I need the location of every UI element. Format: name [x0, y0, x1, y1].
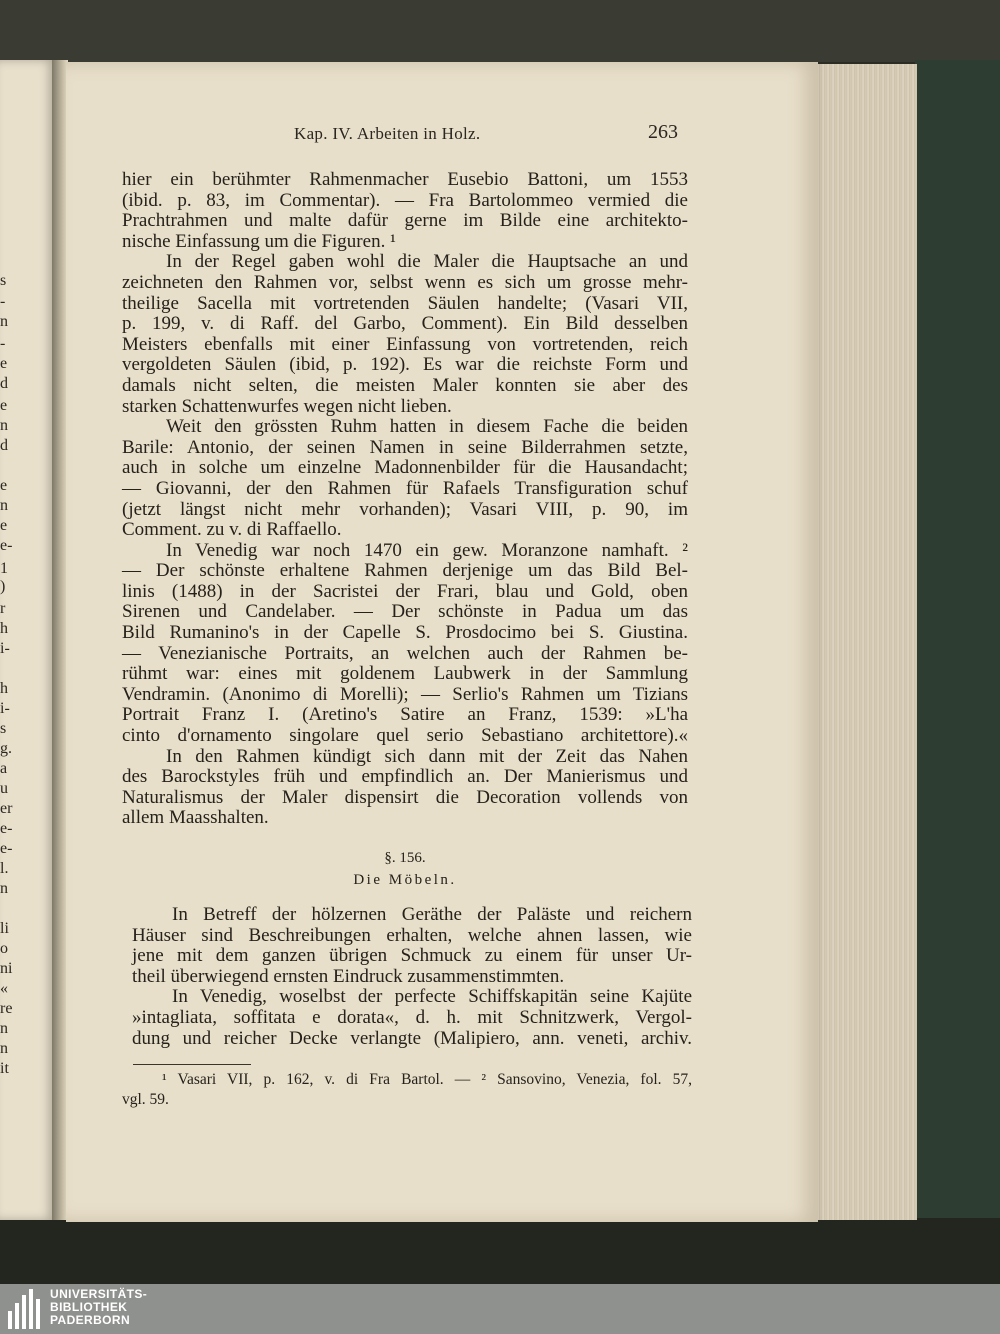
margin-fragment: h	[0, 680, 8, 697]
library-logo-icon	[6, 1289, 46, 1329]
text-line: Naturalismus der Maler dispensirt die Decoration vollends von	[122, 786, 688, 808]
library-name-line2: BIBLIOTHEK	[50, 1300, 128, 1314]
text-line: hier ein berühmter Rahmenmacher Eusebio Battoni, um 1553	[122, 169, 688, 190]
text-line: »intagliata, soffitata e dorata«, d. h. mit Schnitzwerk, Vergol-	[132, 1006, 692, 1028]
text-line: (ibid. p. 83, im Commentar). — Fra Bartolommeo vermied die	[122, 189, 688, 211]
margin-fragment: i-	[0, 640, 10, 657]
margin-fragment: e	[0, 355, 8, 372]
margin-fragment: n	[0, 313, 8, 330]
text-line: — Der schönste erhaltene Rahmen derjenige um das Bild Bel-	[122, 560, 688, 582]
margin-fragment: -	[0, 293, 6, 310]
margin-fragment: d	[0, 437, 8, 454]
main-text	[122, 169, 692, 1049]
margin-fragment: e-	[0, 840, 13, 857]
text-line: — Giovanni, der den Rahmen für Rafaels Transfiguration schuf	[122, 477, 688, 499]
section-text	[132, 905, 692, 1049]
footnote-line: vgl. 59.	[122, 1091, 169, 1108]
margin-fragment: o	[0, 940, 8, 957]
margin-fragment: h	[0, 620, 8, 637]
text-line: theil überwiegend ernsten Eindruck zusammenstimmten.	[132, 965, 565, 987]
text-line: In der Regel gaben wohl die Maler die Hauptsache an und	[166, 251, 688, 273]
margin-fragment: d	[0, 375, 8, 392]
text-line: In Betreff der hölzernen Geräthe der Paläste und reichern	[172, 904, 692, 925]
margin-fragment: n	[0, 1040, 8, 1057]
left-page	[0, 60, 55, 1220]
margin-fragment: s	[0, 272, 7, 289]
library-footer-bar	[0, 1284, 1000, 1334]
footnote-line: ¹ Vasari VII, p. 162, v. di Fra Bartol. — ² Sansovino, Venezia, fol. 57,	[162, 1071, 692, 1088]
margin-fragment: er	[0, 800, 13, 817]
text-line: allem Maasshalten.	[122, 807, 269, 829]
text-line: jene mit dem ganzen übrigen Schmuck zu einem für unser Ur-	[132, 945, 692, 967]
text-line: Barile: Antonio, der seinen Namen in seine Bilderrahmen setzte,	[122, 436, 688, 458]
margin-fragment: -	[0, 335, 6, 352]
margin-fragment: i-	[0, 700, 10, 717]
library-name-line3: PADERBORN	[50, 1313, 131, 1327]
margin-fragment: l.	[0, 860, 9, 877]
text-line: des Barockstyles früh und empfindlich an. Der Manierismus und	[122, 766, 688, 788]
margin-fragment: u	[0, 780, 8, 797]
running-title: Kap. IV. Arbeiten in Holz.	[294, 124, 481, 143]
margin-fragment: 1	[0, 560, 8, 577]
text-line: Meisters ebenfalls mit einer Einfassung von vortretenden, reich	[122, 333, 688, 355]
text-line: Sirenen und Candelaber. — Der schönste in Padua um das	[122, 601, 688, 623]
margin-fragment: «	[0, 980, 8, 997]
margin-fragment: n	[0, 880, 8, 897]
text-line: theilige Sacella mit vortretenden Säulen handelte; (Vasari VII,	[122, 292, 688, 314]
book-cover-bottom	[0, 1218, 1000, 1284]
margin-fragment: n	[0, 497, 8, 514]
margin-fragment: e	[0, 477, 8, 494]
text-line: In Venedig, woselbst der perfecte Schiffskapitän seine Kajüte	[172, 986, 692, 1008]
text-line: Vendramin. (Anonimo di Morelli); — Serlio's Rahmen um Tizians	[122, 683, 688, 705]
text-line: In Venedig war noch 1470 ein gew. Moranzone namhaft. ²	[166, 539, 688, 561]
text-line: — Venezianische Portraits, an welchen auch der Rahmen be-	[122, 642, 688, 664]
text-line: Häuser sind Beschreibungen erhalten, welche ahnen lassen, wie	[132, 924, 692, 946]
margin-fragment: )	[0, 578, 6, 595]
text-line: damals nicht selten, die meisten Maler konnten sie aber des	[122, 374, 688, 396]
book-cover-right	[915, 60, 1000, 1240]
text-line: p. 199, v. di Raff. del Garbo, Comment). Ein Bild desselben	[122, 313, 688, 335]
text-line: zeichneten den Rahmen vor, selbst wenn es sich um grosse mehr-	[122, 271, 688, 293]
margin-fragment: ni	[0, 960, 13, 977]
margin-fragment: n	[0, 1020, 8, 1037]
text-line: rühmt war: eines mit goldenem Laubwerk in der Sammlung	[122, 663, 688, 685]
section-number: §. 156.	[384, 850, 426, 866]
margin-fragment: a	[0, 760, 8, 777]
margin-fragment: e	[0, 517, 8, 534]
margin-fragment: li	[0, 920, 9, 937]
margin-fragment: n	[0, 417, 8, 434]
text-line: Comment. zu v. di Raffaello.	[122, 519, 342, 541]
library-name-line1: UNIVERSITÄTS-	[50, 1287, 148, 1301]
footnote-rule	[133, 1064, 251, 1065]
text-line: linis (1488) in der Sacristei der Frari, blau und Gold, oben	[122, 580, 688, 602]
text-line: Portrait Franz I. (Aretino's Satire an Franz, 1539: »L'ha	[122, 704, 688, 726]
text-line: Weit den grössten Ruhm hatten in diesem Fache die beiden	[166, 416, 688, 438]
margin-fragment: e	[0, 397, 8, 414]
library-name	[50, 1288, 147, 1327]
book-cover-top	[0, 0, 1000, 62]
text-line: In den Rahmen kündigt sich dann mit der Zeit das Nahen	[166, 745, 688, 767]
text-line: cinto d'ornamento singolare quel serio Sebastiano architettore).«	[122, 725, 688, 747]
text-line: starken Schattenwurfes wegen nicht lieben.	[122, 395, 452, 417]
text-line: dung und reicher Decke verlangte (Malipiero, ann. veneti, archiv.	[132, 1027, 692, 1049]
margin-fragment: s	[0, 720, 7, 737]
text-line: auch in solche um einzelne Madonnenbilder für die Hausandacht;	[122, 457, 688, 479]
text-line: vergoldeten Säulen (ibid, p. 192). Es war die reichste Form und	[122, 354, 688, 376]
text-line: Bild Rumanino's in der Capelle S. Prosdocimo bei S. Giustina.	[122, 622, 688, 644]
page-number: 263	[648, 121, 678, 143]
text-line: (jetzt längst nicht mehr vorhanden); Vasari VIII, p. 90, im	[122, 498, 688, 520]
margin-fragment: re	[0, 1000, 13, 1017]
text-line: nische Einfassung um die Figuren. ¹	[122, 230, 396, 252]
margin-fragment: it	[0, 1060, 9, 1077]
margin-fragment: g.	[0, 740, 12, 757]
text-line: Prachtrahmen und malte dafür gerne im Bilde eine architekto-	[122, 210, 688, 232]
margin-fragment: e-	[0, 820, 13, 837]
margin-fragment: r	[0, 600, 6, 617]
section-title: Die Möbeln.	[353, 872, 457, 888]
margin-fragment: e-	[0, 537, 13, 554]
footnotes	[122, 1070, 692, 1110]
